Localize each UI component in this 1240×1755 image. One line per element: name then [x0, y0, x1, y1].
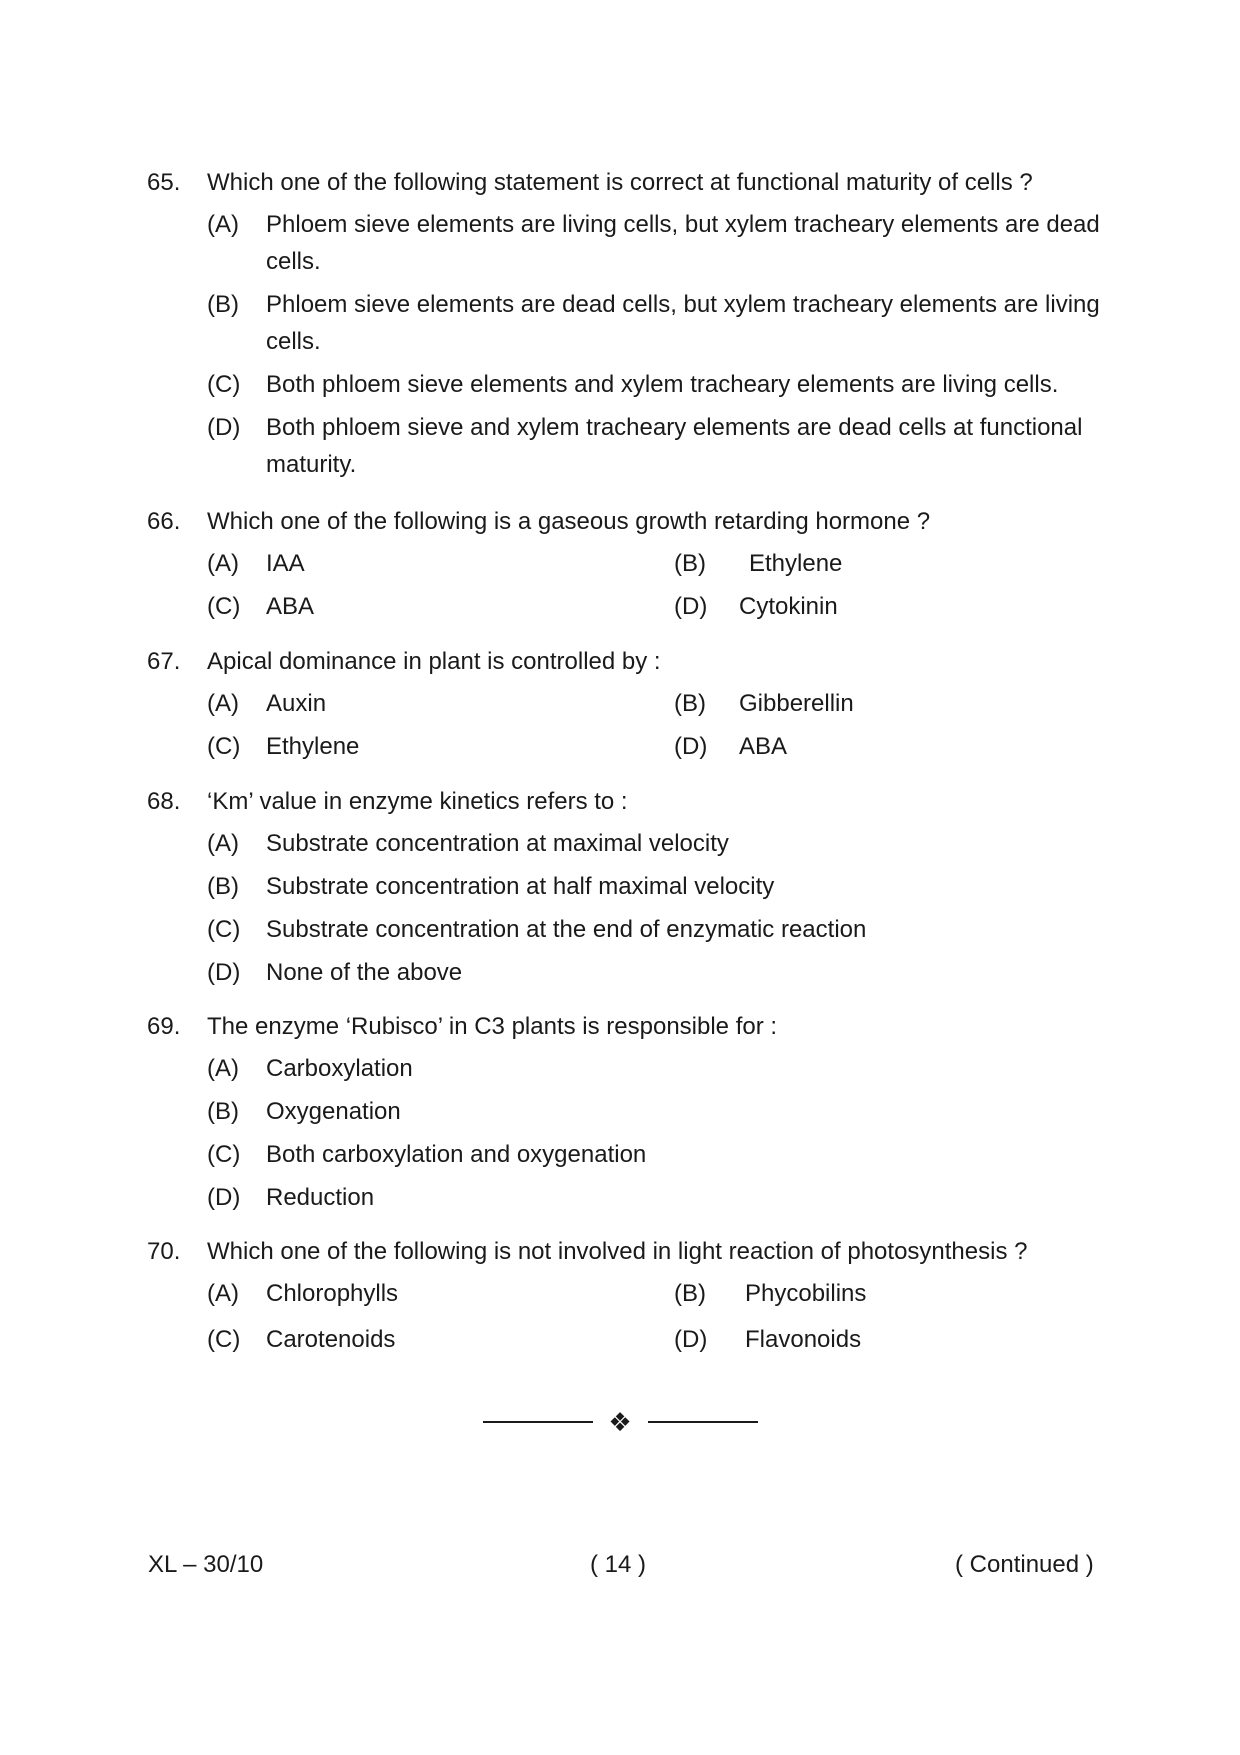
option-label: (D) — [207, 1184, 241, 1211]
option-label: (A) — [207, 1280, 239, 1307]
option-text: Chlorophylls — [266, 1280, 399, 1307]
option-c — [147, 911, 1097, 948]
option-label: (A) — [207, 1055, 239, 1082]
section-end-ornament — [483, 1405, 758, 1439]
question-68 — [147, 785, 1097, 997]
option-text: Carboxylation — [266, 1055, 413, 1082]
option-label: (A) — [207, 550, 239, 577]
option-text: Gibberellin — [739, 690, 854, 717]
option-label: (B) — [207, 1098, 239, 1125]
option-text: Both phloem sieve and xylem tracheary elements are dead cells at functional maturity. — [266, 414, 1083, 478]
option-label: (D) — [674, 1326, 708, 1353]
option-text: Both phloem sieve elements and xylem tracheary elements are living cells. — [266, 371, 1059, 398]
question-text: Which one of the following statement is correct at functional maturity of cells ? — [207, 169, 1033, 196]
option-text: None of the above — [266, 959, 463, 986]
four-diamond-ornament-icon: ❖ — [608, 1407, 632, 1437]
option-label: (B) — [207, 873, 239, 900]
footer-continued: ( Continued ) — [955, 1551, 1094, 1578]
option-label: (C) — [207, 1326, 241, 1353]
question-number: 69. — [147, 1013, 181, 1040]
option-label: (D) — [207, 414, 241, 441]
option-text: Phloem sieve elements are living cells, but xylem tracheary elements are dead cells. — [266, 211, 1100, 275]
option-text: Ethylene — [266, 733, 360, 760]
option-label: (A) — [207, 690, 239, 717]
option-label: (C) — [207, 733, 241, 760]
question-number: 70. — [147, 1238, 181, 1265]
question-text: The enzyme ‘Rubisco’ in C3 plants is responsible for : — [207, 1013, 778, 1040]
option-b — [147, 1093, 1097, 1130]
option-label: (B) — [674, 550, 706, 577]
option-text: Both carboxylation and oxygenation — [266, 1141, 647, 1168]
option-text: Phloem sieve elements are dead cells, but xylem tracheary elements are living cells. — [266, 291, 1100, 355]
question-number: 68. — [147, 788, 181, 815]
option-text: Phycobilins — [745, 1280, 867, 1307]
option-text: Substrate concentration at the end of enzymatic reaction — [266, 916, 867, 943]
question-text: Which one of the following is a gaseous growth retarding hormone ? — [207, 508, 931, 535]
question-number: 67. — [147, 648, 181, 675]
question-number: 66. — [147, 508, 181, 535]
ornament-line-right — [648, 1421, 758, 1423]
option-text: Auxin — [266, 690, 327, 717]
option-label: (C) — [207, 916, 241, 943]
option-label: (C) — [207, 1141, 241, 1168]
option-text: ABA — [739, 733, 788, 760]
question-69 — [147, 1010, 1097, 1222]
question-65 — [147, 166, 1100, 489]
option-label: (C) — [207, 593, 241, 620]
question-text: ‘Km’ value in enzyme kinetics refers to : — [207, 788, 628, 815]
option-label: (A) — [207, 830, 239, 857]
option-text: IAA — [266, 550, 305, 577]
option-text: Carotenoids — [266, 1326, 396, 1353]
option-text: Flavonoids — [745, 1326, 862, 1353]
question-70 — [147, 1235, 1097, 1365]
option-label: (A) — [207, 211, 239, 238]
question-66 — [147, 505, 1097, 631]
ornament-line-left — [483, 1421, 593, 1423]
option-a — [147, 825, 1097, 862]
option-label: (B) — [207, 291, 239, 318]
option-text: Substrate concentration at maximal velocity — [266, 830, 729, 857]
option-b — [147, 868, 1097, 905]
option-text: Reduction — [266, 1184, 375, 1211]
option-text: Cytokinin — [739, 593, 838, 620]
option-text: Substrate concentration at half maximal velocity — [266, 873, 775, 900]
option-label: (B) — [674, 1280, 706, 1307]
option-text: Ethylene — [749, 550, 843, 577]
option-label: (D) — [207, 959, 241, 986]
footer-page-number: ( 14 ) — [590, 1551, 647, 1578]
option-d — [147, 954, 1097, 991]
option-b — [147, 286, 1100, 360]
question-67 — [147, 645, 1097, 771]
question-text: Apical dominance in plant is controlled by : — [207, 648, 661, 675]
option-label: (B) — [674, 690, 706, 717]
option-c — [147, 366, 1097, 403]
option-text: ABA — [266, 593, 315, 620]
option-a — [147, 1050, 1097, 1087]
option-a — [147, 206, 1100, 280]
option-label: (D) — [674, 733, 708, 760]
option-text: Oxygenation — [266, 1098, 401, 1125]
option-d — [147, 1179, 1097, 1216]
option-label: (D) — [674, 593, 708, 620]
option-d — [147, 409, 1097, 483]
footer-code: XL – 30/10 — [148, 1551, 264, 1578]
option-label: (C) — [207, 371, 241, 398]
option-c — [147, 1136, 1097, 1173]
question-number: 65. — [147, 169, 181, 196]
question-text: Which one of the following is not involved in light reaction of photosynthesis ? — [207, 1238, 1028, 1265]
